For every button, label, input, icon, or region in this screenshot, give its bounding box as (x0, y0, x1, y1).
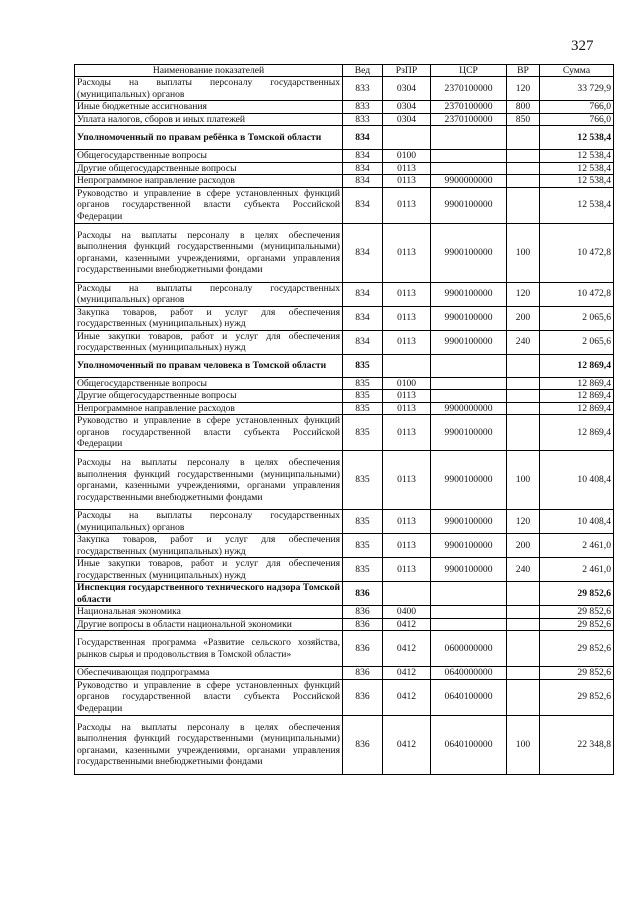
table-row (75, 162, 614, 175)
cell-csr (431, 377, 507, 390)
cell-csr: 0640000000 (431, 667, 507, 680)
cell-csr: 9900100000 (431, 451, 507, 510)
cell-sum: 29 852,6 (540, 631, 614, 667)
cell-name: Расходы на выплаты персоналу государственных (муниципальных) органов (75, 282, 343, 306)
cell-ved: 836 (343, 715, 383, 774)
cell-sum: 12 538,4 (540, 175, 614, 188)
cell-rzpr: 0113 (383, 534, 431, 558)
cell-name: Иные закупки товаров, работ и услуг для обеспечения государственных (муниципальных) нужд (75, 558, 343, 582)
cell-vr (507, 126, 540, 150)
table-row (75, 175, 614, 188)
cell-name: Инспекция государственного технического надзора Томской области (75, 582, 343, 606)
cell-ved: 834 (343, 330, 383, 354)
cell-rzpr: 0113 (383, 510, 431, 534)
cell-vr: 100 (507, 715, 540, 774)
table-row (75, 377, 614, 390)
cell-csr: 2370100000 (431, 101, 507, 114)
page-number: 327 (571, 38, 594, 54)
cell-csr: 9900000000 (431, 175, 507, 188)
cell-rzpr: 0304 (383, 77, 431, 101)
cell-rzpr (383, 582, 431, 606)
cell-name: Национальная экономика (75, 606, 343, 619)
cell-vr (507, 377, 540, 390)
cell-sum: 10 472,8 (540, 223, 614, 282)
cell-csr (431, 354, 507, 377)
cell-ved: 834 (343, 187, 383, 223)
cell-csr: 9900100000 (431, 534, 507, 558)
cell-csr: 0640100000 (431, 679, 507, 715)
cell-rzpr: 0113 (383, 390, 431, 403)
cell-ved: 836 (343, 667, 383, 680)
cell-sum: 2 065,6 (540, 306, 614, 330)
table-row (75, 101, 614, 114)
cell-name: Закупка товаров, работ и услуг для обеспечения государственных (муниципальных) нужд (75, 306, 343, 330)
cell-rzpr: 0412 (383, 679, 431, 715)
cell-rzpr: 0304 (383, 101, 431, 114)
cell-sum: 12 538,4 (540, 150, 614, 163)
cell-sum: 10 408,4 (540, 451, 614, 510)
cell-sum: 22 348,8 (540, 715, 614, 774)
cell-vr (507, 667, 540, 680)
cell-vr: 800 (507, 101, 540, 114)
cell-name: Уплата налогов, сборов и иных платежей (75, 113, 343, 126)
cell-name: Уполномоченный по правам человека в Томской области (75, 354, 343, 377)
header-csr: ЦСР (431, 65, 507, 77)
cell-sum: 766,0 (540, 101, 614, 114)
cell-rzpr: 0113 (383, 162, 431, 175)
cell-name: Иные закупки товаров, работ и услуг для обеспечения государственных (муниципальных) нужд (75, 330, 343, 354)
cell-ved: 834 (343, 126, 383, 150)
cell-vr (507, 402, 540, 415)
cell-csr: 9900100000 (431, 510, 507, 534)
cell-csr (431, 618, 507, 631)
cell-vr (507, 162, 540, 175)
table-row (75, 126, 614, 150)
header-rzpr: РзПР (383, 65, 431, 77)
table-row (75, 77, 614, 101)
cell-ved: 834 (343, 306, 383, 330)
cell-rzpr: 0113 (383, 558, 431, 582)
cell-ved: 834 (343, 223, 383, 282)
header-sum: Сумма (540, 65, 614, 77)
cell-rzpr: 0412 (383, 715, 431, 774)
cell-vr: 120 (507, 77, 540, 101)
cell-ved: 835 (343, 377, 383, 390)
header-ved: Вед (343, 65, 383, 77)
cell-ved: 833 (343, 77, 383, 101)
table-body (75, 77, 614, 775)
cell-csr: 0640100000 (431, 715, 507, 774)
cell-ved: 836 (343, 679, 383, 715)
cell-csr: 2370100000 (431, 113, 507, 126)
cell-sum: 766,0 (540, 113, 614, 126)
cell-vr (507, 606, 540, 619)
table-row (75, 582, 614, 606)
cell-name: Иные бюджетные ассигнования (75, 101, 343, 114)
cell-csr: 9900100000 (431, 306, 507, 330)
cell-rzpr: 0113 (383, 223, 431, 282)
cell-rzpr: 0412 (383, 631, 431, 667)
cell-sum: 12 869,4 (540, 402, 614, 415)
table-row (75, 451, 614, 510)
cell-sum: 29 852,6 (540, 582, 614, 606)
table-row (75, 415, 614, 451)
cell-rzpr (383, 126, 431, 150)
cell-sum: 29 852,6 (540, 618, 614, 631)
cell-ved: 835 (343, 354, 383, 377)
cell-csr: 9900100000 (431, 223, 507, 282)
cell-sum: 12 538,4 (540, 187, 614, 223)
cell-ved: 834 (343, 150, 383, 163)
cell-sum: 33 729,9 (540, 77, 614, 101)
cell-ved: 835 (343, 415, 383, 451)
cell-rzpr: 0113 (383, 330, 431, 354)
table-header-row (75, 65, 614, 77)
cell-ved: 836 (343, 631, 383, 667)
header-name: Наименование показателей (75, 65, 343, 77)
cell-sum: 10 472,8 (540, 282, 614, 306)
cell-sum: 12 869,4 (540, 354, 614, 377)
cell-ved: 836 (343, 606, 383, 619)
cell-name: Руководство и управление в сфере установленных функций органов государственной власти субъекта Российской Федерации (75, 679, 343, 715)
cell-rzpr: 0304 (383, 113, 431, 126)
cell-vr (507, 631, 540, 667)
table-row (75, 618, 614, 631)
table-row (75, 113, 614, 126)
cell-name: Государственная программа «Развитие сельского хозяйства, рынков сырья и продовольствия в Томской области» (75, 631, 343, 667)
cell-ved: 834 (343, 282, 383, 306)
table-row (75, 631, 614, 667)
cell-sum: 12 538,4 (540, 126, 614, 150)
table-row (75, 679, 614, 715)
cell-sum: 2 065,6 (540, 330, 614, 354)
cell-vr: 120 (507, 510, 540, 534)
cell-vr (507, 618, 540, 631)
cell-csr (431, 606, 507, 619)
cell-sum: 2 461,0 (540, 534, 614, 558)
cell-name: Руководство и управление в сфере установленных функций органов государственной власти субъекта Российской Федерации (75, 187, 343, 223)
cell-vr: 120 (507, 282, 540, 306)
cell-csr: 9900100000 (431, 282, 507, 306)
cell-name: Другие общегосударственные вопросы (75, 390, 343, 403)
cell-sum: 29 852,6 (540, 667, 614, 680)
cell-rzpr: 0113 (383, 402, 431, 415)
cell-name: Непрограммное направление расходов (75, 175, 343, 188)
cell-sum: 2 461,0 (540, 558, 614, 582)
cell-sum: 12 869,4 (540, 390, 614, 403)
cell-ved: 835 (343, 558, 383, 582)
cell-rzpr: 0400 (383, 606, 431, 619)
cell-name: Непрограммное направление расходов (75, 402, 343, 415)
cell-rzpr: 0412 (383, 667, 431, 680)
cell-ved: 833 (343, 113, 383, 126)
cell-name: Расходы на выплаты персоналу государственных (муниципальных) органов (75, 77, 343, 101)
cell-csr: 9900000000 (431, 402, 507, 415)
cell-name: Руководство и управление в сфере установленных функций органов государственной власти субъекта Российской Федерации (75, 415, 343, 451)
cell-name: Закупка товаров, работ и услуг для обеспечения государственных (муниципальных) нужд (75, 534, 343, 558)
cell-name: Другие общегосударственные вопросы (75, 162, 343, 175)
cell-csr: 0600000000 (431, 631, 507, 667)
cell-rzpr: 0100 (383, 150, 431, 163)
cell-rzpr: 0113 (383, 282, 431, 306)
cell-rzpr: 0113 (383, 451, 431, 510)
cell-name: Другие вопросы в области национальной экономики (75, 618, 343, 631)
table-row (75, 715, 614, 774)
cell-csr: 9900100000 (431, 330, 507, 354)
cell-csr (431, 162, 507, 175)
table-row (75, 390, 614, 403)
cell-vr: 100 (507, 451, 540, 510)
cell-csr: 9900100000 (431, 415, 507, 451)
cell-vr (507, 390, 540, 403)
cell-csr (431, 150, 507, 163)
cell-ved: 835 (343, 510, 383, 534)
table-row (75, 354, 614, 377)
cell-vr (507, 150, 540, 163)
cell-rzpr: 0113 (383, 415, 431, 451)
cell-sum: 29 852,6 (540, 606, 614, 619)
cell-sum: 12 538,4 (540, 162, 614, 175)
cell-rzpr: 0100 (383, 377, 431, 390)
cell-sum: 12 869,4 (540, 377, 614, 390)
cell-sum: 29 852,6 (540, 679, 614, 715)
table-row (75, 187, 614, 223)
cell-csr (431, 390, 507, 403)
cell-vr (507, 415, 540, 451)
cell-name: Общегосударственные вопросы (75, 150, 343, 163)
cell-ved: 836 (343, 582, 383, 606)
cell-ved: 835 (343, 402, 383, 415)
cell-vr: 240 (507, 330, 540, 354)
cell-rzpr: 0113 (383, 175, 431, 188)
table-row (75, 306, 614, 330)
header-vr: ВР (507, 65, 540, 77)
cell-vr (507, 187, 540, 223)
cell-csr (431, 126, 507, 150)
cell-csr: 9900100000 (431, 187, 507, 223)
table-row (75, 223, 614, 282)
cell-vr: 240 (507, 558, 540, 582)
cell-name: Уполномоченный по правам ребёнка в Томской области (75, 126, 343, 150)
table-row (75, 150, 614, 163)
cell-ved: 834 (343, 175, 383, 188)
cell-csr (431, 582, 507, 606)
cell-rzpr: 0113 (383, 306, 431, 330)
table-row (75, 282, 614, 306)
cell-ved: 835 (343, 451, 383, 510)
cell-ved: 835 (343, 390, 383, 403)
cell-vr: 200 (507, 534, 540, 558)
cell-ved: 833 (343, 101, 383, 114)
table-row (75, 402, 614, 415)
cell-vr (507, 679, 540, 715)
cell-vr: 850 (507, 113, 540, 126)
table-row (75, 534, 614, 558)
cell-vr: 200 (507, 306, 540, 330)
cell-rzpr: 0113 (383, 187, 431, 223)
cell-sum: 12 869,4 (540, 415, 614, 451)
cell-name: Расходы на выплаты персоналу в целях обеспечения выполнения функций государственными (муниципальными) органами, казенными учреждениями, органами управления государственными внебюджетными фондами (75, 223, 343, 282)
cell-vr (507, 175, 540, 188)
cell-vr (507, 354, 540, 377)
cell-name: Расходы на выплаты персоналу в целях обеспечения выполнения функций государственными (муниципальными) органами, казенными учреждениями, органами управления государственными внебюджетными фондами (75, 451, 343, 510)
cell-name: Расходы на выплаты персоналу государственных (муниципальных) органов (75, 510, 343, 534)
budget-table (74, 64, 614, 775)
cell-csr: 2370100000 (431, 77, 507, 101)
cell-rzpr: 0412 (383, 618, 431, 631)
cell-rzpr (383, 354, 431, 377)
cell-name: Общегосударственные вопросы (75, 377, 343, 390)
table-row (75, 667, 614, 680)
cell-sum: 10 408,4 (540, 510, 614, 534)
cell-vr (507, 582, 540, 606)
table-row (75, 558, 614, 582)
cell-name: Обеспечивающая подпрограмма (75, 667, 343, 680)
cell-csr: 9900100000 (431, 558, 507, 582)
cell-name: Расходы на выплаты персоналу в целях обеспечения выполнения функций государственными (муниципальными) органами, казенными учреждениями, органами управления государственными внебюджетными фондами (75, 715, 343, 774)
cell-ved: 836 (343, 618, 383, 631)
table-row (75, 330, 614, 354)
table-row (75, 510, 614, 534)
cell-vr: 100 (507, 223, 540, 282)
cell-ved: 834 (343, 162, 383, 175)
cell-ved: 835 (343, 534, 383, 558)
table-row (75, 606, 614, 619)
